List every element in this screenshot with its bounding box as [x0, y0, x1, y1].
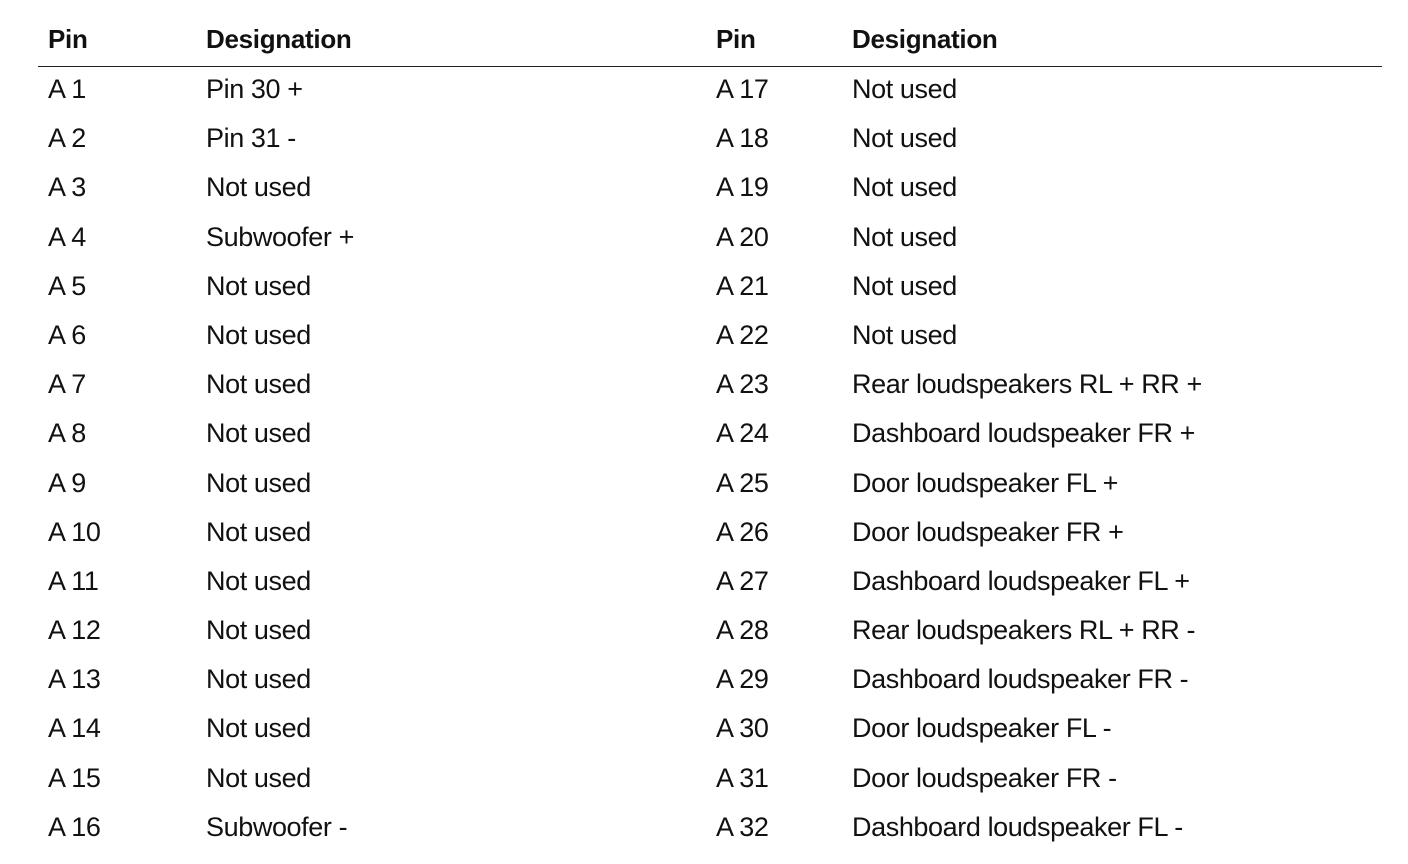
right-designation-cell: Door loudspeaker FL -	[852, 713, 1112, 744]
right-designation-cell: Not used	[852, 221, 957, 252]
left-designation-cell: Subwoofer -	[206, 811, 348, 842]
left-pin-cell: A 9	[48, 467, 86, 498]
left-pin-cell: A 7	[48, 369, 86, 400]
left-designation-cell: Not used	[206, 565, 311, 596]
table-row	[0, 172, 1408, 221]
right-designation-cell: Not used	[852, 74, 957, 104]
header-right-pin: Pin	[716, 24, 756, 54]
left-designation-cell: Pin 31 -	[206, 123, 296, 154]
right-pin-cell: A 19	[716, 172, 769, 203]
right-pin-cell: A 28	[716, 615, 769, 646]
left-pin-cell: A 16	[48, 811, 101, 842]
right-designation-cell: Dashboard loudspeaker FL -	[852, 811, 1183, 842]
table-row	[0, 369, 1408, 418]
table-body	[0, 74, 1408, 861]
left-designation-cell: Not used	[206, 418, 311, 449]
right-pin-cell: A 17	[716, 74, 769, 104]
table-row	[0, 517, 1408, 566]
table-row	[0, 418, 1408, 467]
left-designation-cell: Not used	[206, 270, 311, 301]
right-pin-cell: A 29	[716, 664, 769, 695]
left-designation-cell: Not used	[206, 762, 311, 793]
left-pin-cell: A 3	[48, 172, 86, 203]
right-designation-cell: Rear loudspeakers RL + RR +	[852, 369, 1202, 400]
left-designation-cell: Not used	[206, 467, 311, 498]
right-pin-cell: A 24	[716, 418, 769, 449]
table-row	[0, 123, 1408, 172]
table-row	[0, 664, 1408, 713]
header-left-pin: Pin	[48, 24, 88, 54]
right-designation-cell: Door loudspeaker FR -	[852, 762, 1117, 793]
left-designation-cell: Not used	[206, 516, 311, 547]
left-pin-cell: A 8	[48, 418, 86, 449]
right-designation-cell: Door loudspeaker FL +	[852, 467, 1119, 498]
table-row	[0, 763, 1408, 812]
table-row	[0, 74, 1408, 123]
table-row	[0, 812, 1408, 861]
left-pin-cell: A 15	[48, 762, 101, 793]
right-pin-cell: A 31	[716, 762, 769, 793]
left-pin-cell: A 4	[48, 221, 86, 252]
table-row	[0, 468, 1408, 517]
right-designation-cell: Not used	[852, 172, 957, 203]
left-designation-cell: Not used	[206, 172, 311, 203]
left-pin-cell: A 6	[48, 319, 86, 350]
left-designation-cell: Not used	[206, 369, 311, 400]
left-pin-cell: A 14	[48, 713, 101, 744]
table-row	[0, 566, 1408, 615]
right-pin-cell: A 22	[716, 319, 769, 350]
header-right-designation: Designation	[852, 24, 998, 54]
right-pin-cell: A 27	[716, 565, 769, 596]
table-row	[0, 713, 1408, 762]
left-designation-cell: Not used	[206, 319, 311, 350]
right-pin-cell: A 30	[716, 713, 769, 744]
left-designation-cell: Not used	[206, 615, 311, 646]
left-pin-cell: A 10	[48, 516, 101, 547]
right-pin-cell: A 18	[716, 123, 769, 154]
table-row	[0, 271, 1408, 320]
right-designation-cell: Dashboard loudspeaker FL +	[852, 565, 1190, 596]
right-pin-cell: A 32	[716, 811, 769, 842]
header-divider	[38, 66, 1382, 67]
right-pin-cell: A 26	[716, 516, 769, 547]
right-pin-cell: A 21	[716, 270, 769, 301]
header-left-designation: Designation	[206, 24, 352, 54]
left-designation-cell: Not used	[206, 713, 311, 744]
left-designation-cell: Not used	[206, 664, 311, 695]
table-row	[0, 615, 1408, 664]
left-pin-cell: A 5	[48, 270, 86, 301]
right-designation-cell: Not used	[852, 123, 957, 154]
left-pin-cell: A 1	[48, 74, 86, 104]
left-pin-cell: A 12	[48, 615, 101, 646]
table-row	[0, 222, 1408, 271]
table-row	[0, 320, 1408, 369]
right-designation-cell: Not used	[852, 319, 957, 350]
left-designation-cell: Pin 30 +	[206, 74, 303, 104]
right-pin-cell: A 25	[716, 467, 769, 498]
right-pin-cell: A 20	[716, 221, 769, 252]
right-designation-cell: Dashboard loudspeaker FR -	[852, 664, 1189, 695]
right-designation-cell: Door loudspeaker FR +	[852, 516, 1124, 547]
left-pin-cell: A 11	[48, 565, 99, 596]
right-designation-cell: Rear loudspeakers RL + RR -	[852, 615, 1196, 646]
table-header	[0, 24, 1408, 64]
left-pin-cell: A 13	[48, 664, 101, 695]
right-pin-cell: A 23	[716, 369, 769, 400]
right-designation-cell: Not used	[852, 270, 957, 301]
left-designation-cell: Subwoofer +	[206, 221, 354, 252]
right-designation-cell: Dashboard loudspeaker FR +	[852, 418, 1196, 449]
left-pin-cell: A 2	[48, 123, 86, 154]
